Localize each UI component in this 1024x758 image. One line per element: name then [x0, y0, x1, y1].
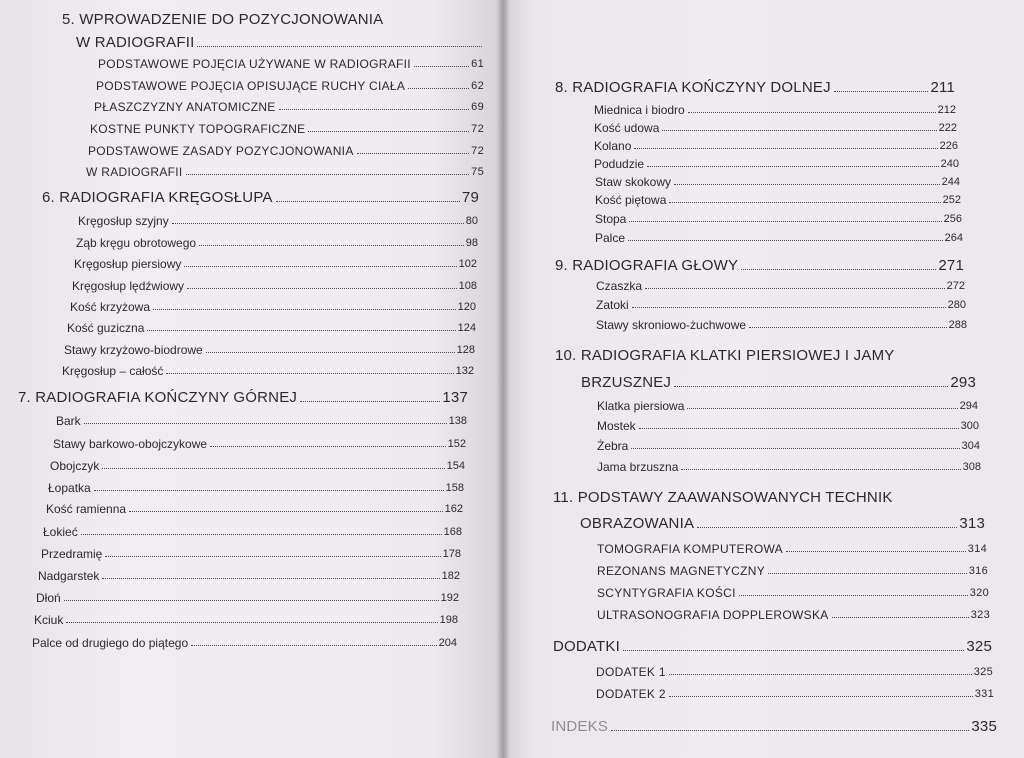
dot-leader [276, 201, 460, 202]
entry-label: Staw skokowy [595, 175, 672, 189]
entry-label: Nadgarstek [38, 569, 100, 583]
entry-label: Ząb kręgu obrotowego [76, 236, 197, 250]
chapter-8-title: 8. RADIOGRAFIA KOŃCZYNY DOLNEJ [555, 79, 831, 96]
toc-entry [72, 280, 477, 292]
dot-leader [834, 91, 929, 92]
entry-page-number: 154 [446, 460, 465, 472]
chapter-10-title: 10. RADIOGRAFIA KLATKI PIERSIOWEJ I JAMY [555, 347, 895, 364]
entry-page-number: 212 [937, 104, 956, 116]
indeks-title: INDEKS [551, 718, 609, 735]
left-page [0, 0, 503, 758]
dot-leader [84, 423, 447, 424]
toc-entry [594, 140, 958, 152]
entry-page-number: 280 [947, 299, 966, 311]
entry-page-number: 102 [458, 258, 477, 270]
chapter-11-heading-line2 [580, 516, 985, 531]
entry-label: Kość krzyżowa [70, 300, 151, 314]
dot-leader [629, 221, 941, 222]
chapter-11-title-continued: OBRAZOWANIA [580, 515, 695, 532]
dot-leader [184, 266, 456, 267]
dot-leader [634, 148, 937, 149]
dot-leader [674, 386, 948, 387]
dot-leader [768, 573, 967, 574]
entry-label: Kręgosłup piersiowy [74, 257, 182, 271]
entry-page-number: 300 [960, 420, 979, 432]
entry-page-number: 240 [940, 158, 959, 170]
dot-leader [206, 352, 455, 353]
entry-label: Czaszka [596, 279, 643, 293]
chapter-6-title: 6. RADIOGRAFIA KRĘGOSŁUPA [42, 189, 273, 206]
toc-entry [56, 415, 467, 427]
toc-entry [67, 322, 476, 334]
entry-label: Stawy barkowo-obojczykowe [53, 437, 208, 451]
toc-entry [597, 565, 988, 577]
entry-label: Mostek [597, 419, 636, 433]
entry-page-number: 72 [471, 145, 484, 157]
entry-page-number: 61 [471, 58, 484, 70]
entry-label: Stawy krzyżowo-biodrowe [64, 343, 203, 357]
dot-leader [166, 373, 453, 374]
dot-leader [66, 622, 437, 623]
toc-entry [596, 688, 994, 700]
toc-entry [43, 526, 462, 538]
entry-page-number: 325 [973, 666, 993, 678]
entry-label: PODSTAWOWE POJĘCIA UŻYWANE W RADIOGRAFII [98, 57, 411, 71]
entry-page-number: 316 [968, 565, 988, 577]
entry-label: Zatoki [596, 298, 629, 312]
book-gutter [496, 0, 510, 758]
dot-leader [669, 202, 940, 203]
chapter-5-title: 5. WPROWADZENIE DO POZYCJONOWANIA [62, 11, 384, 28]
toc-entry [594, 122, 957, 134]
dot-leader [102, 578, 439, 579]
chapter-8-heading [555, 80, 955, 95]
entry-page-number: 331 [974, 688, 994, 700]
dot-leader [611, 730, 969, 731]
dot-leader [147, 330, 455, 331]
dot-leader [749, 327, 947, 328]
toc-entry [36, 592, 459, 604]
entry-label: Stopa [595, 212, 627, 226]
toc-entry [41, 548, 461, 560]
entry-page-number: 252 [942, 194, 961, 206]
dot-leader [662, 130, 936, 131]
toc-entry [594, 158, 959, 170]
entry-page-number: 120 [457, 301, 476, 313]
toc-entry [597, 461, 981, 473]
dot-leader [153, 309, 456, 310]
entry-page-number: 182 [441, 570, 460, 582]
entry-page-number: 62 [471, 80, 484, 92]
toc-entry [76, 237, 478, 249]
right-page [503, 0, 1024, 758]
entry-page-number: 323 [970, 609, 990, 621]
toc-entry [32, 637, 457, 649]
dot-leader [197, 46, 482, 47]
entry-label: Kciuk [34, 613, 64, 627]
entry-label: Podudzie [594, 157, 645, 171]
dot-leader [697, 527, 957, 528]
dot-leader [199, 245, 464, 246]
entry-label: REZONANS MAGNETYCZNY [597, 564, 766, 578]
entry-label: Kolano [594, 139, 632, 153]
entry-label: Żebra [597, 439, 629, 453]
entry-label: Palce od drugiego do piątego [32, 636, 189, 650]
dot-leader [279, 109, 470, 110]
entry-label: Kręgosłup szyjny [78, 214, 169, 228]
chapter-6-page-number: 79 [461, 189, 479, 206]
entry-label: DODATEK 2 [596, 687, 666, 701]
entry-label: Stawy skroniowo-żuchwowe [596, 318, 747, 332]
entry-page-number: 204 [438, 637, 457, 649]
entry-page-number: 152 [447, 438, 466, 450]
chapter-7-title: 7. RADIOGRAFIA KOŃCZYNY GÓRNEJ [18, 389, 298, 406]
toc-entry [70, 301, 476, 313]
entry-label: TOMOGRAFIA KOMPUTEROWA [597, 542, 783, 556]
entry-label: W RADIOGRAFII [86, 165, 183, 179]
toc-entry [596, 319, 967, 331]
entry-label: Kość guziczna [67, 321, 145, 335]
chapter-8-page-number: 211 [930, 79, 955, 96]
entry-page-number: 162 [444, 503, 463, 515]
entry-label: Kość ramienna [46, 502, 127, 516]
dot-leader [191, 645, 437, 646]
chapter-9-heading [555, 258, 964, 273]
chapter-10-title-continued: BRZUSZNEJ [581, 374, 672, 391]
chapter-11-title: 11. PODSTAWY ZAAWANSOWANYCH TECHNIK [553, 489, 893, 506]
entry-label: Kręgosłup – całość [62, 364, 164, 378]
entry-label: Miednica i biodro [594, 103, 685, 117]
dot-leader [669, 696, 973, 697]
entry-page-number: 69 [471, 101, 484, 113]
entry-label: Kość udowa [594, 121, 660, 135]
entry-page-number: 198 [439, 614, 458, 626]
entry-page-number: 158 [445, 482, 464, 494]
entry-page-number: 178 [442, 548, 461, 560]
dot-leader [308, 131, 469, 132]
entry-label: DODATEK 1 [596, 665, 666, 679]
toc-entry [74, 258, 477, 270]
dot-leader [414, 66, 469, 67]
dot-leader [210, 446, 446, 447]
entry-page-number: 72 [471, 123, 484, 135]
toc-entry [595, 176, 960, 188]
entry-page-number: 168 [443, 526, 462, 538]
entry-label: ULTRASONOGRAFIA DOPPLEROWSKA [597, 608, 829, 622]
toc-entry [597, 440, 980, 452]
toc-entry [595, 232, 963, 244]
dot-leader [81, 534, 442, 535]
toc-entry [96, 80, 484, 92]
entry-page-number: 288 [948, 319, 967, 331]
entry-label: Kręgosłup lędźwiowy [72, 279, 185, 293]
entry-page-number: 304 [961, 440, 980, 452]
toc-entry [64, 344, 475, 356]
dot-leader [628, 240, 943, 241]
dot-leader [832, 617, 969, 618]
entry-label: KOSTNE PUNKTY TOPOGRAFICZNE [90, 122, 306, 136]
toc-entry [46, 503, 463, 515]
dot-leader [741, 269, 936, 270]
toc-entry [597, 587, 989, 599]
entry-label: Palce [595, 231, 626, 245]
entry-page-number: 308 [962, 461, 981, 473]
entry-label: Łopatka [48, 481, 91, 495]
dot-leader [102, 468, 444, 469]
chapter-6-heading [42, 190, 479, 205]
dodatki-title: DODATKI [553, 638, 620, 655]
dodatki-page-number: 325 [966, 638, 992, 655]
entry-label: Bark [56, 414, 81, 428]
toc-entry [90, 123, 484, 135]
toc-entry [597, 420, 979, 432]
dot-leader [631, 448, 959, 449]
dot-leader [669, 674, 972, 675]
entry-page-number: 192 [440, 592, 459, 604]
dot-leader [357, 153, 470, 154]
toc-entry [94, 101, 484, 113]
dot-leader [786, 551, 966, 552]
toc-entry [596, 299, 966, 311]
entry-page-number: 98 [465, 237, 478, 249]
entry-label: SCYNTYGRAFIA KOŚCI [597, 586, 736, 600]
dot-leader [187, 288, 457, 289]
dot-leader [64, 600, 439, 601]
dot-leader [186, 174, 470, 175]
dot-leader [632, 307, 946, 308]
entry-label: Przedramię [41, 547, 103, 561]
dot-leader [681, 469, 960, 470]
entry-page-number: 272 [946, 280, 965, 292]
chapter-10-heading-line2 [581, 375, 976, 390]
entry-page-number: 80 [465, 215, 478, 227]
toc-entry [50, 460, 465, 472]
entry-page-number: 138 [448, 415, 467, 427]
toc-entry [38, 570, 460, 582]
indeks-heading [551, 719, 997, 734]
entry-label: PODSTAWOWE POJĘCIA OPISUJĄCE RUCHY CIAŁA [96, 79, 406, 93]
chapter-5-title-line2 [76, 35, 484, 50]
entry-label: Obojczyk [50, 459, 100, 473]
entry-page-number: 244 [941, 176, 960, 188]
entry-page-number: 256 [943, 213, 962, 225]
toc-entry [597, 400, 978, 412]
dot-leader [172, 223, 464, 224]
entry-page-number: 132 [455, 365, 474, 377]
entry-label: Dłoń [36, 591, 61, 605]
chapter-7-heading [18, 390, 468, 405]
chapter-9-title: 9. RADIOGRAFIA GŁOWY [555, 257, 739, 274]
toc-entry [596, 280, 965, 292]
dot-leader [688, 112, 936, 113]
dot-leader [94, 490, 444, 491]
toc-entry [594, 104, 956, 116]
entry-page-number: 264 [944, 232, 963, 244]
entry-page-number: 314 [967, 543, 987, 555]
indeks-page-number: 335 [971, 718, 997, 735]
dot-leader [105, 556, 440, 557]
dot-leader [300, 401, 440, 402]
toc-entry [53, 438, 466, 450]
dot-leader [408, 88, 469, 89]
entry-page-number: 108 [458, 280, 477, 292]
entry-page-number: 128 [456, 344, 475, 356]
entry-label: Łokieć [43, 525, 78, 539]
dot-leader [647, 166, 939, 167]
toc-entry [48, 482, 464, 494]
entry-label: PŁASZCZYZNY ANATOMICZNE [94, 100, 276, 114]
toc-entry [597, 609, 990, 621]
toc-entry [595, 213, 962, 225]
toc-entry [86, 166, 484, 178]
chapter-10-page-number: 293 [950, 374, 976, 391]
dot-leader [639, 428, 959, 429]
dodatki-heading [553, 639, 992, 654]
toc-entry [34, 614, 458, 626]
dot-leader [739, 595, 968, 596]
chapter-7-page-number: 137 [442, 389, 468, 406]
toc-entry [595, 194, 961, 206]
toc-entry [78, 215, 478, 227]
entry-page-number: 75 [471, 166, 484, 178]
entry-label: Klatka piersiowa [597, 399, 685, 413]
dot-leader [129, 511, 443, 512]
entry-page-number: 320 [969, 587, 989, 599]
entry-page-number: 294 [959, 400, 978, 412]
dot-leader [623, 650, 964, 651]
toc-entry [596, 666, 993, 678]
dot-leader [687, 408, 957, 409]
chapter-9-page-number: 271 [938, 257, 964, 274]
entry-label: PODSTAWOWE ZASADY POZYCJONOWANIA [88, 144, 354, 158]
toc-entry [88, 145, 484, 157]
chapter-5-title-continued: W RADIOGRAFII [76, 34, 195, 51]
dot-leader [645, 288, 945, 289]
entry-page-number: 124 [457, 322, 476, 334]
chapter-11-page-number: 313 [959, 515, 985, 532]
toc-entry [98, 58, 484, 70]
dot-leader [674, 184, 940, 185]
entry-label: Kość piętowa [595, 193, 667, 207]
entry-label: Jama brzuszna [597, 460, 679, 474]
toc-entry [62, 365, 474, 377]
entry-page-number: 222 [938, 122, 957, 134]
entry-page-number: 226 [939, 140, 958, 152]
toc-entry [597, 543, 987, 555]
